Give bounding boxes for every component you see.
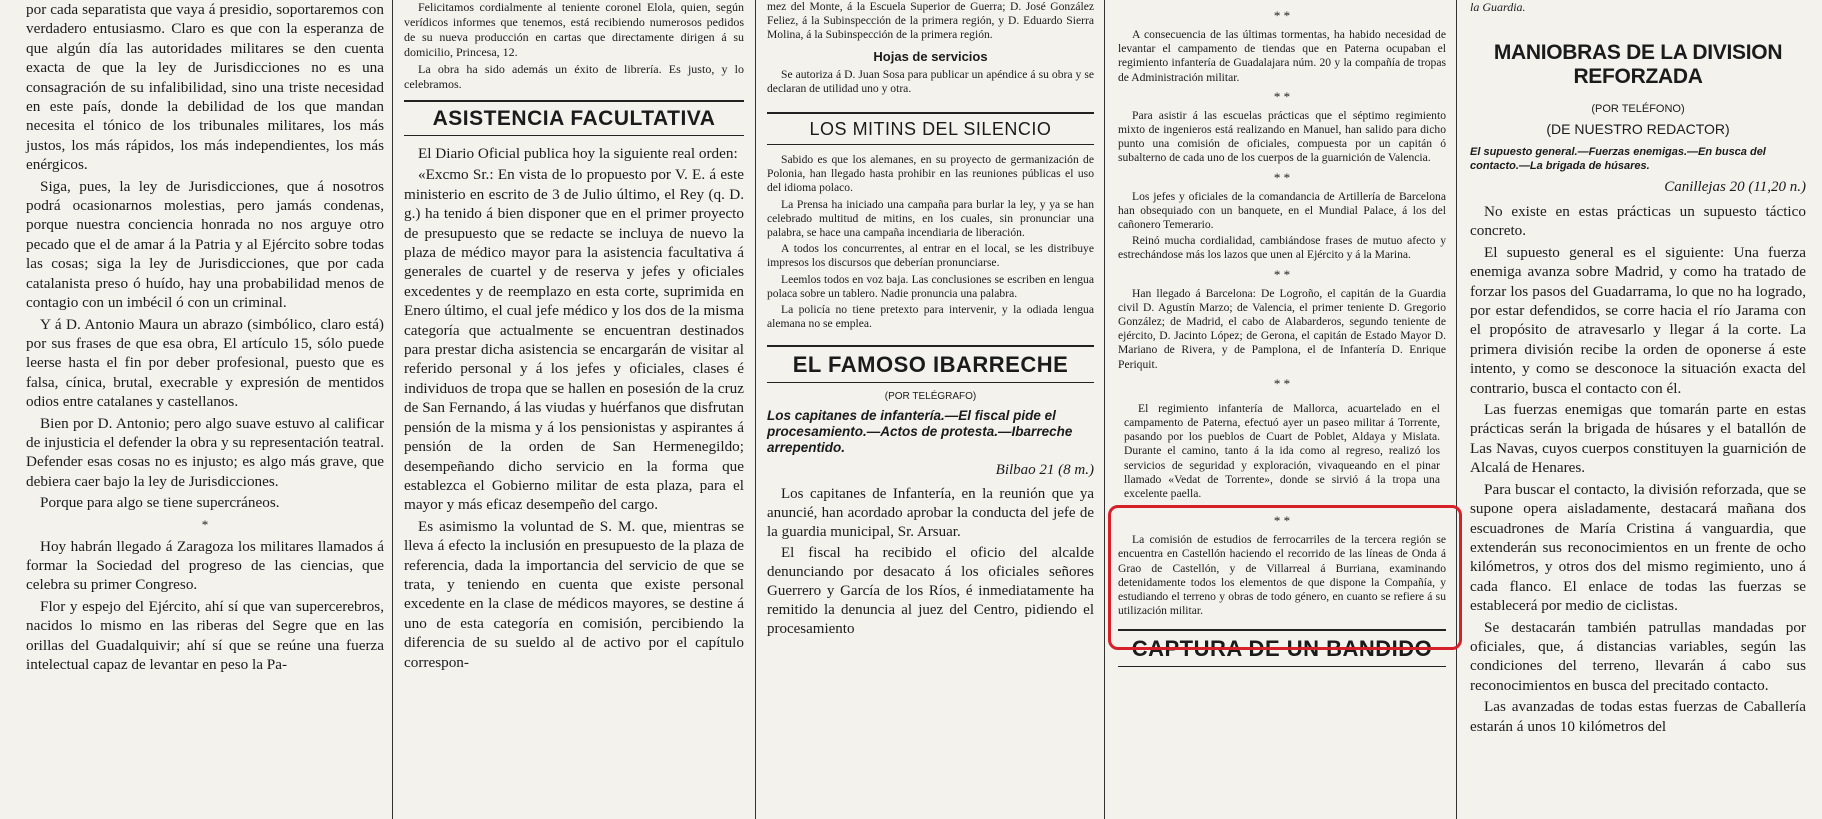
paragraph: La comisión de estudios de ferrocarriles de la tercera región se encuentra en Castellón haciendo el recorrido de las líneas de Onda á Grao de Castellón, y de Villarreal á Burriana, examinando detenidamente todos los elementos de que dispone la Compañía, y estudiando el terreno y obras de todo género, en cuanto se refiere á su utilización militar. [1118, 533, 1446, 618]
byline: (DE NUESTRO REDACTOR) [1546, 121, 1730, 137]
paragraph: Las avanzadas de todas estas fuerzas de Caballería estarán á unos 10 kilómetros del [1470, 698, 1806, 735]
paragraph: Es asimismo la voluntad de S. M. que, mientras se lleva á efecto la inclusión en presupuesto de la plaza de referencia, dada la importancia del servicio de que se trata, y teniendo en cuenta que existe personal excedente en la clase de médicos mayores, se destine á uno de esta categoría en comisión, percibiendo la diferencia de su sueldo al de activo por el capítulo correspon- [404, 517, 744, 671]
subheading: Hojas de servicios [873, 48, 988, 64]
paragraph: Los jefes y oficiales de la comandancia de Artillería de Barcelona han obsequiado con un banquete, en el Mundial Palace, á los del cañonero Temerario. [1118, 189, 1446, 232]
paragraph: A consecuencia de las últimas tormentas, ha habido necesidad de levantar el campamento de tiendas que en Paterna ocupaban el regimiento infantería de Guadalajara núm. 20 y la compañía de tropas de Administración militar. [1118, 28, 1446, 84]
paragraph: Para buscar el contacto, la división reforzada, que se supone opera aisladamente, destacará mañana dos escuadrones de María Cristina á vanguardia, que extenderán sus reconocimientos en un frente de ocho kilómetros, y otros dos del mismo regimiento, uno á cada flanco. El enlace de todas las fuerzas se establecerá por medio de ciclistas. [1470, 480, 1806, 615]
dateline: Bilbao 21 (8 m.) [995, 462, 1094, 479]
paragraph: Y á D. Antonio Maura un abrazo (simbólico, claro está) por sus frases de que esa obra, El artículo 15, sólo puede leerse hasta el fin por deber profesional, puesto que es falsa, cínica, brutal, execrable y expresión de mentidos odios entre catalanes y castellanos. [26, 315, 384, 411]
article-summary: El supuesto general.—Fuerzas enemigas.—En busca del contacto.—La brigada de húsares. [1470, 146, 1766, 172]
wire-label: (POR TELÉGRAFO) [884, 391, 977, 403]
column-rule [1104, 0, 1105, 819]
paragraph: Han llegado á Barcelona: De Logroño, el capitán de la Guardia civil D. Agustín Marzo; de Valencia, el primer teniente D. Gregorio González; de Madrid, el cabo de Alabarderos, segundo teniente de ejército, D. Jacinto López; de Gerona, el capitán de Estado Mayor D. Mariano de Rivera, y de Pamplona, el de Infantería D. Enrique Periquit. [1118, 286, 1446, 371]
article-heading: EL FAMOSO IBARRECHE [767, 345, 1094, 383]
paragraph: El fiscal ha recibido el oficio del alcalde denunciando por desacato á los oficiales señores Guerrero y García de los Ríos, é inmediatamente ha remitido la denuncia al juez del Centro, pidiendo el procesamiento [767, 545, 1094, 638]
highlighted-paragraph: El regimiento infantería de Mallorca, acuartelado en el campamento de Paterna, efectuó ayer un paseo militar á Torrente, pasando por los pueblos de Cuart de Poblet, Aldaya y Mislata. Durante el camino, tanto á la ida como al regreso, realizó los servicios de seguridad y exploración, vivaqueando en el pinar llamado «Vedat de Torrente», donde se sirvió á la tropa una excelente paella. [1124, 401, 1440, 501]
paragraph: Porque para algo se tiene supercráneos. [40, 494, 280, 512]
paragraph: la Guardia. [1470, 0, 1526, 14]
column-rule [1456, 0, 1457, 819]
column-rule [392, 0, 393, 819]
paragraph: por cada separatista que vaya á presidio, soportaremos con verdadero entusiasmo. Claro es que con la esperanza de que algún día las autoridades militares se den cuenta exacta de que la ley de Jurisdicciones no es una consagración de su infalibilidad, sino una triste necesidad en este país, donde la debilidad de los que mandan necesita el tónico de los tribunales militares, los más justos, los más rápidos, los más independientes, los más enérgicos. [26, 1, 384, 174]
section-separator: * * [1273, 266, 1291, 282]
column-rule [755, 0, 756, 819]
paragraph: Las fuerzas enemigas que tomarán parte en estas prácticas serán la brigada de húsares y el batallón de Las Navas, cuyos cuerpos constituyen la guarnición de Alcalá de Henares. [1470, 401, 1806, 477]
paragraph: Se destacarán también patrullas mandadas por oficiales, que, á distancias variables, según las condiciones del terreno, llevarán á cabo sus reconocimientos en busca del precitado contacto. [1470, 618, 1806, 694]
section-separator: * * [1273, 375, 1291, 391]
section-separator: * [201, 516, 209, 532]
paragraph: Bien por D. Antonio; pero algo suave estuvo al calificar de injusticia el defender la obra y su representación teatral. Defender esas cosas no es injusto; es algo más grave, que debiera caer bajo la ley de Jurisdicciones. [26, 414, 384, 490]
paragraph: Se autoriza á D. Juan Sosa para publicar un apéndice á su obra y se declaran de utilidad uno y otra. [767, 67, 1094, 95]
section-separator: * * [1273, 169, 1291, 185]
paragraph: Los capitanes de Infantería, en la reunión que ya anuncié, han acordado aprobar la conducta del jefe de la guardia municipal, Sr. Arsuar. [767, 486, 1094, 541]
paragraph: La Prensa ha iniciado una campaña para burlar la ley, y ya se han celebrado multitud de mitins, en los cuales, sin pronunciar una palabra, se hace una campaña incendiaria de liberación. [767, 197, 1094, 240]
article-heading: MANIOBRAS DE LA DIVISION REFORZADA [1493, 41, 1783, 88]
column-2 [396, 0, 752, 819]
section-separator: * * [1273, 8, 1291, 23]
article-summary: Los capitanes de infantería.—El fiscal pide el procesamiento.—Actos de protesta.—Ibarreche arrepentido. [767, 408, 1073, 456]
paragraph: Leemlos todos en voz baja. Las conclusiones se escriben en lengua polaca sobre un tablero. Nadie pronuncia una palabra. [767, 272, 1094, 300]
paragraph: Hoy habrán llegado á Zaragoza los militares llamados á formar la Sociedad del progreso de las ciencias, que celebra su primer Congreso. [26, 537, 384, 594]
highlight-box [1108, 505, 1462, 650]
article-heading: ASISTENCIA FACULTATIVA [404, 100, 744, 136]
column-4 [1110, 0, 1454, 819]
paragraph: «Excmo Sr.: En vista de lo propuesto por V. E. á este ministerio en escrito de 3 de Julio último, el Rey (q. D. g.) ha tenido á bien disponer que en el primer proyecto de presupuesto que se redacte se incluya de nuevo la plaza de médico mayor para la asistencia facultativa á generales de cuartel y de reserva y jefes y oficiales excedentes y de reemplazo en esta corte, suprimida en Enero último, el cual jefe médico y los dos de la misma categoría que actualmente se encuentran destinados para prestar dicha asistencia se encargarán de visitar al referido personal y á los jefes y oficiales, clases é individuos de tropa que se hallen en posesión de la cruz de San Fernando, á las viudas y huérfanos que disfrutan pensión de la misma y á los pensionistas y aspirantes á pensión de la orden de San Hermenegildo; desempeñando dicho servicio en la forma que establezca el Gobierno militar de esta plaza, para el mayor y más eficaz desempeño del cargo. [404, 166, 744, 514]
column-3 [759, 0, 1102, 819]
article-heading: LOS MITINS DEL SILENCIO [767, 112, 1094, 145]
column-5 [1462, 0, 1814, 819]
paragraph: Siga, pues, la ley de Jurisdicciones, que á nosotros podrá ocasionarnos molestias, pero jamás condenas, porque nuestra conciencia honrada no nos arguye otro pecado que el de amar á la Patria y al Ejército sobre todas las cosas; siga la ley de Jurisdicciones, que por cada catalanista preso ó huído, hay una probabilidad menos de contagio con un imbécil ó con un criminal. [26, 177, 384, 312]
paragraph: mez del Monte, á la Escuela Superior de Guerra; D. José González Feliez, á la Subinspección de la primera región, y D. Eduardo Sierra Molina, á la Subinspección de la primera región. [767, 0, 1094, 42]
section-separator: * * [1273, 513, 1291, 529]
paragraph: No existe en estas prácticas un supuesto táctico concreto. [1470, 203, 1806, 240]
article-heading: CAPTURA DE UN BANDIDO [1118, 629, 1446, 667]
paragraph: La obra ha sido además un éxito de librería. Es justo, y lo celebramos. [404, 62, 744, 91]
paragraph: Para asistir á las escuelas prácticas que el séptimo regimiento mixto de ingenieros está realizando en Manuel, han salido para dicho punto una comisión de oficiales, compuesta por un capitán ó subalterno de cada uno de los cuerpos de la guarnición de Valencia. [1118, 108, 1446, 165]
paragraph: A todos los concurrentes, al entrar en el local, se les distribuye impresos los discursos que deberían pronunciarse. [767, 242, 1094, 270]
paragraph: Sabido es que los alemanes, en su proyecto de germanización de Polonia, han llegado hasta prohibir en las reuniones públicas el uso del idioma polaco. [767, 153, 1094, 195]
column-1 [18, 0, 392, 819]
wire-label: (POR TELÉFONO) [1591, 103, 1685, 115]
paragraph: El Diario Oficial publica hoy la siguiente real orden: [418, 145, 738, 162]
section-separator: * * [1273, 88, 1291, 104]
paragraph: El supuesto general es el siguiente: Una fuerza enemiga avanza sobre Madrid, y como ha tratado de forzar los pasos del Guadarrama, lo que no ha logrado, por estar defendidos, se corre hacia el río Jarama con el propósito de atravesarlo y llegar á la corte. La primera división recibe la orden de oponerse á este intento, y como se desconoce la situación exacta del contrario, busca el contacto con él. [1470, 243, 1806, 397]
paragraph: Reinó mucha cordialidad, cambiándose frases de mutuo afecto y estrechándose más los lazos que unen al Ejército y á la Marina. [1118, 234, 1446, 262]
paragraph: Flor y espejo del Ejército, ahí sí que van supercerebros, nacidos lo mismo en las riberas del Segre que en las orillas del Guadalquivir; ahí sí que se reúne una fuerza intelectual capaz de levantar en peso la Pa- [26, 597, 384, 673]
paragraph: La policía no tiene pretexto para intervenir, y la odiada lengua alemana no se emplea. [767, 303, 1094, 331]
paragraph: Felicitamos cordialmente al teniente coronel Elola, quien, según verídicos informes que tenemos, está recibiendo numerosos pedidos de su nueva producción en cartas que directamente dirigen á su domicilio, Princesa, 12. [404, 0, 744, 59]
dateline: Canillejas 20 (11,20 n.) [1664, 179, 1806, 195]
